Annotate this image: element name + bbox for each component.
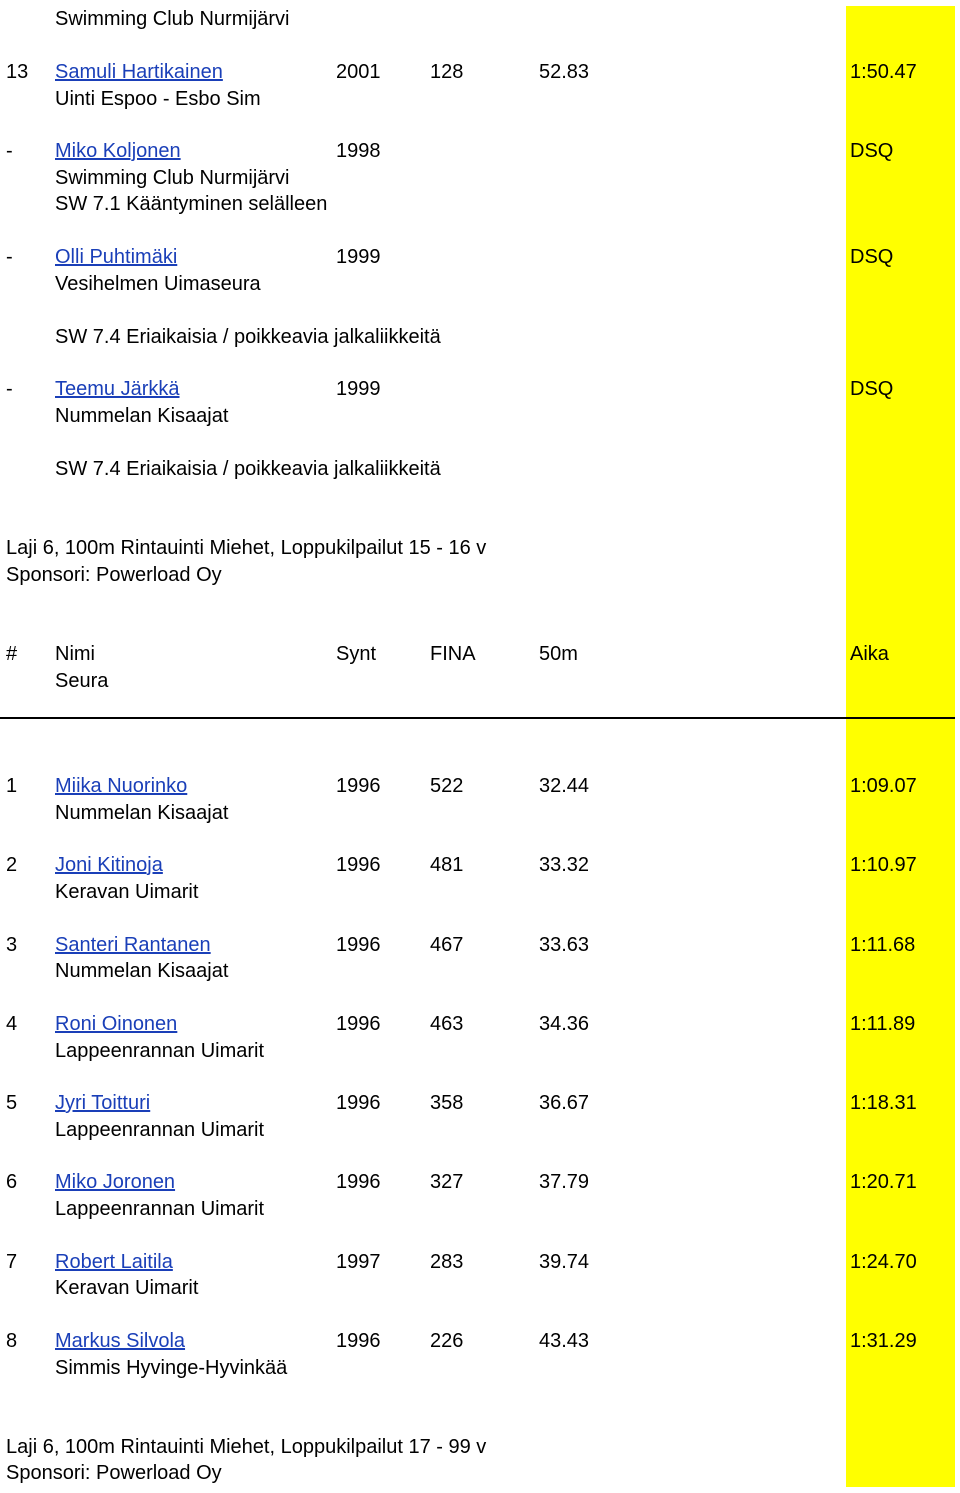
- club-name: Simmis Hyvinge-Hyvinkää: [55, 1357, 288, 1379]
- swimmer-link[interactable]: Roni Oinonen: [55, 1013, 178, 1035]
- final-time: 1:11.89: [850, 1013, 916, 1035]
- result-rank: 13: [6, 61, 29, 83]
- dsq-reason: SW 7.4 Eriaikaisia / poikkeavia jalkaliikkeitä: [55, 326, 441, 348]
- club-name: Vesihelmen Uimaseura: [55, 273, 261, 295]
- swimmer-link[interactable]: Olli Puhtimäki: [55, 246, 178, 268]
- result-rank: 7: [6, 1251, 18, 1273]
- split-50m: 36.67: [539, 1092, 590, 1114]
- result-rank: -: [6, 378, 13, 400]
- club-name: Nummelan Kisaajat: [55, 960, 229, 982]
- split-50m: 33.32: [539, 854, 590, 876]
- event-sponsor: Sponsori: Powerload Oy: [6, 564, 222, 586]
- birth-year: 1996: [336, 1171, 381, 1193]
- swimmer-link[interactable]: Miko Koljonen: [55, 140, 181, 162]
- club-name: Keravan Uimarit: [55, 1277, 199, 1299]
- club-name: Lappeenrannan Uimarit: [55, 1040, 265, 1062]
- header-time: Aika: [850, 643, 889, 665]
- birth-year: 1996: [336, 1330, 381, 1352]
- result-rank: 6: [6, 1171, 18, 1193]
- swimmer-link[interactable]: Santeri Rantanen: [55, 934, 211, 956]
- split-50m: 32.44: [539, 775, 590, 797]
- swimmer-link[interactable]: Samuli Hartikainen: [55, 61, 223, 83]
- result-rank: 3: [6, 934, 18, 956]
- result-rank: 1: [6, 775, 18, 797]
- final-time: 1:20.71: [850, 1171, 917, 1193]
- next-event-sponsor: Sponsori: Powerload Oy: [6, 1462, 222, 1484]
- club-name: Nummelan Kisaajat: [55, 802, 229, 824]
- birth-year: 1996: [336, 1013, 381, 1035]
- dsq-status: DSQ: [850, 140, 894, 162]
- header-born: Synt: [336, 643, 377, 665]
- fina-points: 463: [430, 1013, 464, 1035]
- split-50m: 43.43: [539, 1330, 590, 1352]
- birth-year: 1999: [336, 378, 381, 400]
- final-time: 1:09.07: [850, 775, 917, 797]
- fina-points: 327: [430, 1171, 464, 1193]
- final-time: 1:50.47: [850, 61, 917, 83]
- swimmer-link[interactable]: Jyri Toitturi: [55, 1092, 151, 1114]
- swimmer-link[interactable]: Miko Joronen: [55, 1171, 176, 1193]
- birth-year: 1999: [336, 246, 381, 268]
- swimmer-link[interactable]: Teemu Järkkä: [55, 378, 180, 400]
- final-time: 1:10.97: [850, 854, 917, 876]
- dsq-reason: SW 7.4 Eriaikaisia / poikkeavia jalkaliikkeitä: [55, 458, 441, 480]
- club-name: Swimming Club Nurmijärvi: [55, 8, 290, 30]
- fina-points: 128: [430, 61, 464, 83]
- swimmer-link[interactable]: Joni Kitinoja: [55, 854, 163, 876]
- birth-year: 1998: [336, 140, 381, 162]
- club-name: Lappeenrannan Uimarit: [55, 1198, 265, 1220]
- club-name: Keravan Uimarit: [55, 881, 199, 903]
- header-split: 50m: [539, 643, 578, 665]
- split-50m: 33.63: [539, 934, 590, 956]
- final-time: 1:24.70: [850, 1251, 917, 1273]
- result-rank: 5: [6, 1092, 18, 1114]
- dsq-status: DSQ: [850, 246, 894, 268]
- split-50m: 34.36: [539, 1013, 590, 1035]
- swimmer-link[interactable]: Robert Laitila: [55, 1251, 173, 1273]
- fina-points: 358: [430, 1092, 464, 1114]
- club-name: Nummelan Kisaajat: [55, 405, 229, 427]
- result-rank: -: [6, 246, 13, 268]
- result-rank: 4: [6, 1013, 18, 1035]
- header-rank: #: [6, 643, 18, 665]
- header-name: Nimi: [55, 643, 95, 665]
- final-time: 1:18.31: [850, 1092, 917, 1114]
- header-club: Seura: [55, 670, 109, 692]
- birth-year: 1996: [336, 1092, 381, 1114]
- header-fina: FINA: [430, 643, 476, 665]
- birth-year: 2001: [336, 61, 381, 83]
- birth-year: 1997: [336, 1251, 381, 1273]
- next-event-title: Laji 6, 100m Rintauinti Miehet, Loppukilpailut 17 - 99 v: [6, 1436, 487, 1458]
- split-50m: 39.74: [539, 1251, 590, 1273]
- dsq-reason: SW 7.1 Kääntyminen selälleen: [55, 193, 328, 215]
- event-title: Laji 6, 100m Rintauinti Miehet, Loppukilpailut 15 - 16 v: [6, 537, 487, 559]
- split-50m: 52.83: [539, 61, 590, 83]
- swimmer-link[interactable]: Miika Nuorinko: [55, 775, 188, 797]
- birth-year: 1996: [336, 854, 381, 876]
- result-rank: 2: [6, 854, 18, 876]
- header-divider: [0, 717, 955, 719]
- fina-points: 522: [430, 775, 464, 797]
- result-rank: -: [6, 140, 13, 162]
- dsq-status: DSQ: [850, 378, 894, 400]
- final-time: 1:11.68: [850, 934, 916, 956]
- result-rank: 8: [6, 1330, 18, 1352]
- split-50m: 37.79: [539, 1171, 590, 1193]
- final-time: 1:31.29: [850, 1330, 917, 1352]
- club-name: Uinti Espoo - Esbo Sim: [55, 88, 261, 110]
- fina-points: 481: [430, 854, 464, 876]
- fina-points: 226: [430, 1330, 464, 1352]
- fina-points: 283: [430, 1251, 464, 1273]
- birth-year: 1996: [336, 934, 381, 956]
- swimmer-link[interactable]: Markus Silvola: [55, 1330, 186, 1352]
- club-name: Swimming Club Nurmijärvi: [55, 167, 290, 189]
- fina-points: 467: [430, 934, 464, 956]
- birth-year: 1996: [336, 775, 381, 797]
- club-name: Lappeenrannan Uimarit: [55, 1119, 265, 1141]
